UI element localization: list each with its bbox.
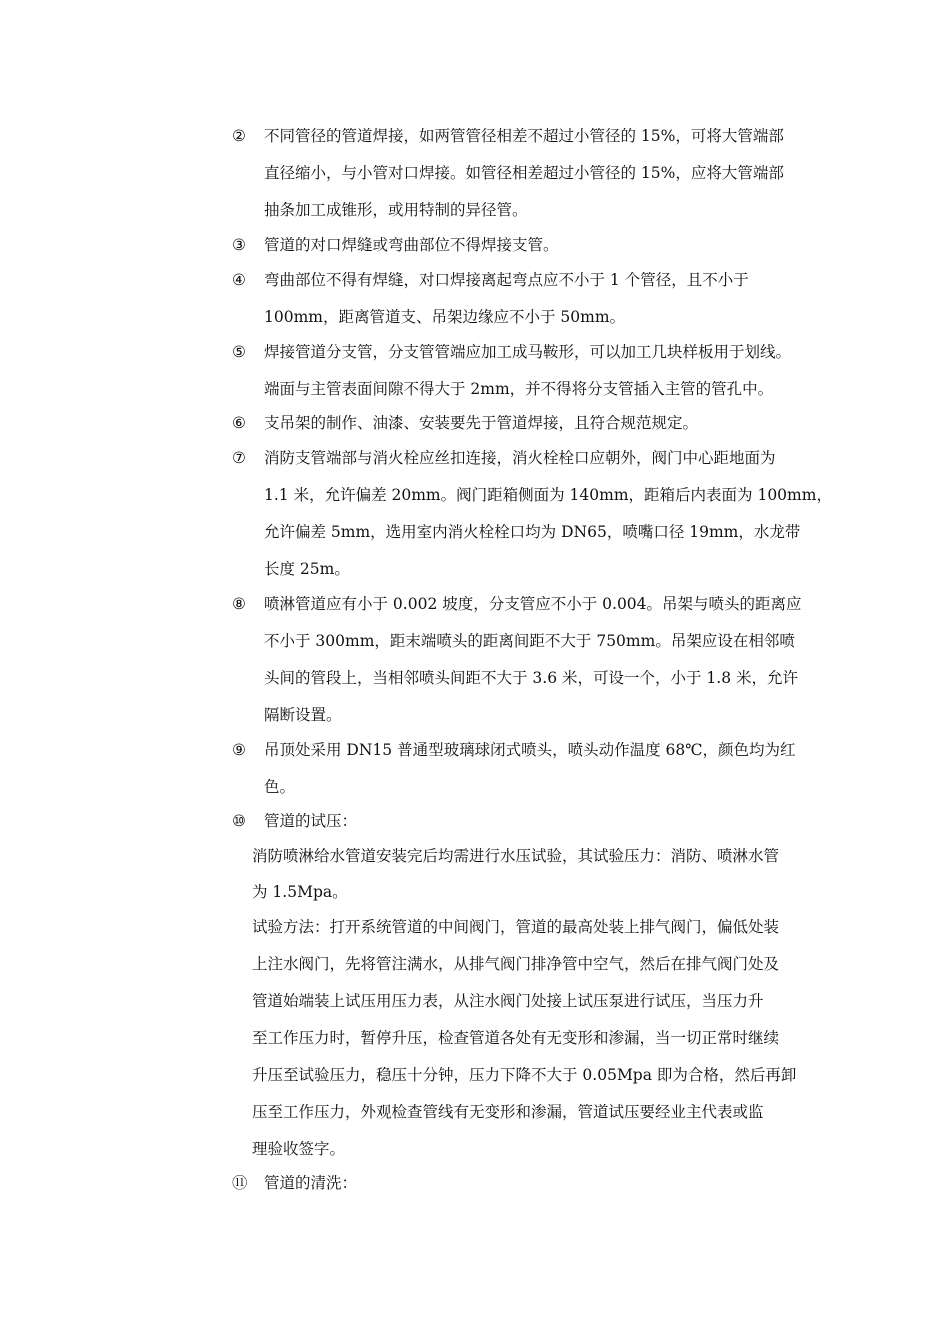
item-marker: ② (232, 127, 246, 145)
item-line: 长度 25m。 (264, 560, 350, 578)
item-line: 消防支管端部与消火栓应丝扣连接，消火栓栓口应朝外，阀门中心距地面为 (264, 449, 776, 467)
item-line: 头间的管段上，当相邻喷头间距不大于 3.6 米，可设一个，小于 1.8 米，允许 (264, 669, 799, 687)
paragraph-line: 上注水阀门，先将管注满水，从排气阀门排净管中空气，然后在排气阀门处及 (252, 955, 780, 973)
item-line: 管道的试压： (264, 812, 358, 830)
paragraph-line: 压至工作压力，外观检查管线有无变形和渗漏，管道试压要经业主代表或监 (252, 1103, 764, 1121)
paragraph-line: 为 1.5Mpa。 (252, 883, 348, 901)
item-line: 吊顶处采用 DN15 普通型玻璃球闭式喷头，喷头动作温度 68℃，颜色均为红 (264, 741, 796, 759)
item-line: 隔断设置。 (264, 706, 342, 724)
item-line: 管道的对口焊缝或弯曲部位不得焊接支管。 (264, 236, 559, 254)
item-line: 支吊架的制作、油漆、安装要先于管道焊接，且符合规范规定。 (264, 414, 699, 432)
item-marker: ⑨ (232, 741, 246, 759)
item-line: 1.1 米，允许偏差 20mm。阀门距箱侧面为 140mm，距箱后内表面为 100mm， (264, 486, 832, 504)
item-marker: ⑩ (232, 812, 246, 830)
item-line: 直径缩小，与小管对口焊接。如管径相差超过小管径的 15%，应将大管端部 (264, 164, 784, 182)
item-line: 不小于 300mm，距末端喷头的距离间距不大于 750mm。吊架应设在相邻喷 (264, 632, 795, 650)
paragraph-line: 管道始端装上试压用压力表，从注水阀门处接上试压泵进行试压，当压力升 (252, 992, 764, 1010)
paragraph-line: 试验方法：打开系统管道的中间阀门，管道的最高处装上排气阀门，偏低处装 (252, 918, 780, 936)
item-line: 端面与主管表面间隙不得大于 2mm，并不得将分支管插入主管的管孔中。 (264, 380, 774, 398)
item-marker: ④ (232, 271, 246, 289)
item-marker: ⑥ (232, 414, 246, 432)
paragraph-line: 至工作压力时，暂停升压，检查管道各处有无变形和渗漏，当一切正常时继续 (252, 1029, 780, 1047)
item-marker: ⑪ (232, 1174, 248, 1192)
paragraph-line: 升压至试验压力，稳压十分钟，压力下降不大于 0.05Mpa 即为合格，然后再卸 (252, 1066, 797, 1084)
item-marker: ⑧ (232, 595, 246, 613)
paragraph-line: 消防喷淋给水管道安装完后均需进行水压试验，其试验压力：消防、喷淋水管 (252, 847, 780, 865)
item-line: 喷淋管道应有小于 0.002 坡度，分支管应不小于 0.004。吊架与喷头的距离应 (264, 595, 802, 613)
item-line: 抽条加工成锥形，或用特制的异径管。 (264, 201, 528, 219)
item-line: 色。 (264, 778, 296, 796)
paragraph-line: 理验收签字。 (252, 1140, 346, 1158)
item-line: 焊接管道分支管，分支管管端应加工成马鞍形，可以加工几块样板用于划线。 (264, 343, 792, 361)
item-line: 弯曲部位不得有焊缝，对口焊接离起弯点应不小于 1 个管径，且不小于 (264, 271, 749, 289)
item-marker: ③ (232, 236, 246, 254)
item-line: 不同管径的管道焊接，如两管管径相差不超过小管径的 15%，可将大管端部 (264, 127, 784, 145)
item-marker: ⑤ (232, 343, 246, 361)
item-line: 允许偏差 5mm，选用室内消火栓栓口均为 DN65，喷嘴口径 19mm，水龙带 (264, 523, 801, 541)
item-line: 100mm，距离管道支、吊架边缘应不小于 50mm。 (264, 308, 626, 326)
item-marker: ⑦ (232, 449, 246, 467)
item-line: 管道的清洗： (264, 1174, 358, 1192)
